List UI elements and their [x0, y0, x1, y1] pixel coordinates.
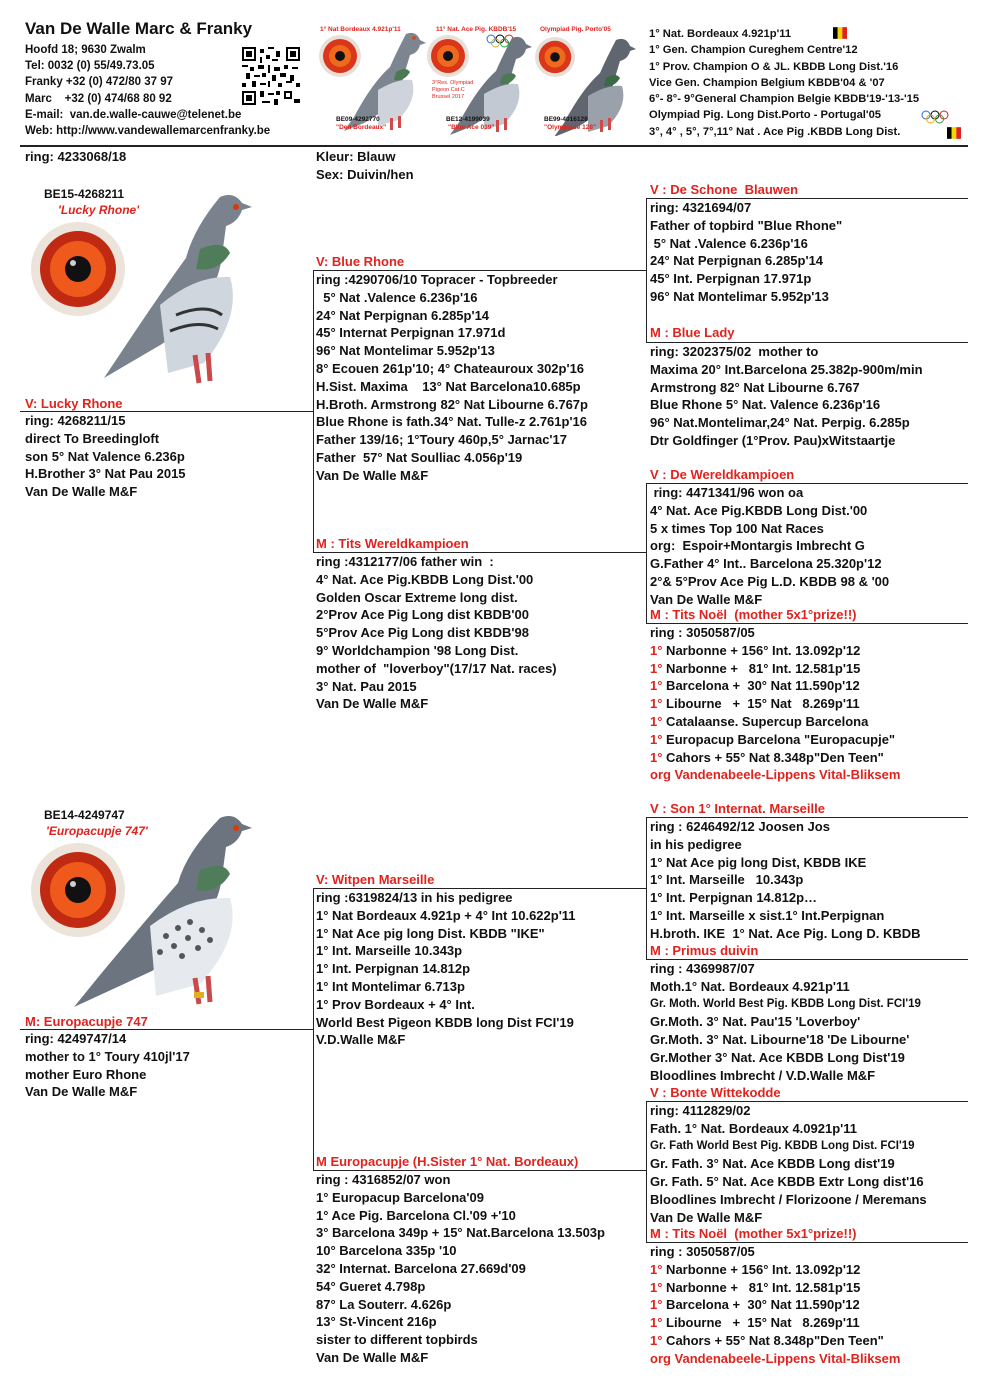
contact-franky: Franky +32 (0) 472/80 37 97 — [25, 76, 174, 89]
ggp-win-line — [650, 1261, 900, 1279]
win-text: Barcelona + 30° Nat 11.590p'12 — [662, 678, 860, 694]
ggp-line: 4° Nat. Ace Pig.KBDB Long Dist.'00 — [650, 502, 868, 518]
subject-ring: ring: 4233068/18 — [25, 149, 127, 164]
gp-line: V.D.Walle M&F — [316, 1032, 406, 1048]
belgian-flag-icon — [833, 27, 847, 39]
qr-code-icon — [242, 47, 300, 105]
subject-sex: Sex: Duivin/hen — [316, 166, 414, 182]
sire-line: H.Brother 3° Nat Pau 2015 — [25, 466, 186, 482]
ggp-line: Gr.Moth. 3° Nat. Pau'15 'Loverboy' — [650, 1014, 861, 1030]
dam-line: mother Euro Rhone — [25, 1066, 147, 1082]
ggp-line: ring: 4321694/07 — [650, 200, 752, 215]
pigeon-icon — [90, 185, 260, 395]
ggp-line: Fath. 1° Nat. Bordeaux 4.0921p'11 — [650, 1120, 857, 1136]
gp-line: ring : 4316852/07 won — [316, 1172, 451, 1187]
gp-line: 1° Int. Marseille 10.343p — [316, 943, 463, 959]
ggp-details — [650, 484, 889, 609]
ggp-line: Gr. Fath. 3° Nat. Ace KBDB Long dist'19 — [650, 1156, 895, 1172]
gp-line: 5° Nat .Valence 6.236p'16 — [316, 289, 478, 305]
ggp-line: 45° Int. Perpignan 17.971p — [650, 271, 812, 287]
gp-line: H.Sist. Maxima 13° Nat Barcelona10.685p — [316, 378, 581, 394]
gp-line: ring :4312177/06 father win : — [316, 554, 494, 569]
ggp-title: M : Primus duivin — [650, 943, 759, 958]
ggp-win-line — [650, 1314, 900, 1332]
dam-line: mother to 1° Toury 410jl'17 — [25, 1048, 190, 1064]
connector-gp1 — [646, 483, 647, 624]
gp-details — [316, 271, 588, 485]
gp-line: Blue Rhone is fath.34° Nat. Tulle-z 2.761p'16 — [316, 414, 588, 430]
ggp-line: ring : 3050587/05 — [650, 625, 755, 640]
win-text: Europacup Barcelona "Europacupje" — [662, 731, 896, 747]
ggp-details — [650, 1243, 900, 1368]
win-rank: 1° — [650, 660, 663, 676]
ggp-win-line — [650, 660, 900, 678]
gp-line: 96° Nat Montelimar 5.952p'13 — [316, 343, 495, 359]
gp-line: 1° Nat Ace pig long Dist. KBDB "IKE" — [316, 925, 545, 941]
gp-title: V: Blue Rhone — [316, 254, 405, 269]
gp-line: Father 139/16; 1°Toury 460p,5° Jarnac'17 — [316, 432, 567, 448]
achievement-item: 1° Nat. Bordeaux 4.921p'11 — [649, 28, 792, 40]
ggp-line: G.Father 4° Int.. Barcelona 25.320p'12 — [650, 556, 882, 572]
gp-line: 8° Ecouen 261p'10; 4° Chateauroux 302p'16 — [316, 360, 585, 376]
win-rank: 1° — [650, 1297, 663, 1313]
ggp-line: Bloodlines Imbrecht / V.D.Walle M&F — [650, 1067, 876, 1083]
ggp-title: V : Bonte Wittekodde — [650, 1085, 781, 1100]
win-text: Catalaanse. Supercup Barcelona — [662, 713, 869, 729]
ggp-line: ring : 3050587/05 — [650, 1244, 755, 1259]
ggp-line: in his pedigree — [650, 836, 742, 852]
ggp-line: Blue Rhone 5° Nat. Valence 6.236p'16 — [650, 397, 881, 413]
ggp-line: ring: 4112829/02 — [650, 1103, 751, 1118]
ggp-line: ring : 4369987/07 — [650, 961, 755, 976]
photo-strip — [318, 20, 638, 142]
dam-line: ring: 4249747/14 — [25, 1031, 127, 1046]
ggp-line: 1° Int. Marseille 10.343p — [650, 872, 804, 888]
sire-line: son 5° Nat Valence 6.236p — [25, 448, 185, 464]
photo-3-ring: BE99-4016128 — [544, 116, 588, 123]
ggp-win-line — [650, 1296, 900, 1314]
ggp-title: M : Blue Lady — [650, 325, 735, 340]
ggp-line: 96° Nat.Montelimar,24° Nat. Perpig. 6.285p — [650, 415, 910, 431]
contact-block — [25, 42, 270, 139]
pigeon-icon — [70, 806, 260, 1016]
win-rank: 1° — [650, 1261, 663, 1277]
ggp-title: M : Tits Noël (mother 5x1°prize!!) — [650, 607, 857, 622]
gp-line: ring :6319824/13 in his pedigree — [316, 890, 513, 905]
ggp-line: 96° Nat Montelimar 5.952p'13 — [650, 288, 829, 304]
gp-details — [316, 889, 576, 1049]
connector-gp2 — [646, 817, 647, 959]
achievements-list — [649, 26, 919, 140]
ggp-details — [650, 343, 923, 450]
olympic-rings-icon — [921, 110, 949, 124]
ggp-line: ring: 4471341/96 won oa — [650, 485, 804, 500]
gp-line: 24° Nat Perpignan 6.285p'14 — [316, 307, 490, 323]
win-rank: 1° — [650, 713, 663, 729]
photo-1-title: 1° Nat Bordeaux 4.921p'11 — [320, 26, 401, 33]
ggp-line: 1° Nat Ace pig long Dist, KBDB IKE — [650, 854, 867, 870]
subject-color: Kleur: Blauw — [316, 149, 396, 164]
win-text: Libourne + 15° Nat 8.269p'11 — [662, 696, 860, 712]
ggp-line: Gr. Fath World Best Pig. KBDB Long Dist. FCI'19 — [650, 1139, 915, 1152]
ggp-win-line — [650, 731, 900, 749]
win-text: Libourne + 15° Nat 8.269p'11 — [662, 1315, 860, 1331]
ggp-line: Moth.1° Nat. Bordeaux 4.921p'11 — [650, 978, 850, 994]
gp-details — [316, 1171, 605, 1367]
ggp-line: Dtr Goldfinger (1°Prov. Pau)xWitstaartje — [650, 432, 896, 448]
ggp-line: H.broth. IKE 1° Nat. Ace Pig. Long D. KBDB — [650, 925, 921, 941]
ggp-line: Van De Walle M&F — [650, 1209, 763, 1225]
header — [0, 0, 990, 148]
win-rank: 1° — [650, 731, 663, 747]
gp-line: Van De Walle M&F — [316, 467, 429, 483]
ggp-details — [650, 624, 900, 784]
achievement-item: 6°- 8°- 9°General Champion Belgie KBDB'19-'13-'15 — [649, 93, 920, 106]
dam-details — [25, 1030, 190, 1101]
win-text: Narbonne + 81° Int. 12.581p'15 — [662, 660, 861, 676]
contact-address: Hoofd 18; 9630 Zwalm — [25, 44, 146, 56]
gp-line: 1° Prov Bordeaux + 4° Int. — [316, 996, 475, 1012]
ggp-line: Armstrong 82° Nat Libourne 6.767 — [650, 379, 860, 395]
gp-line: 3° Nat. Pau 2015 — [316, 678, 417, 694]
photo-3-name: "Olympiade 128" — [544, 124, 597, 131]
achievement-item: 1° Prov. Champion O & JL. KBDB Long Dist.'16 — [649, 60, 899, 73]
win-text: Narbonne + 81° Int. 12.581p'15 — [662, 1279, 861, 1295]
gp-line: 1° Int. Perpignan 14.812p — [316, 961, 471, 977]
gp-line: 87° La Souterr. 4.626p — [316, 1296, 452, 1312]
win-text: Narbonne + 156° Int. 13.092p'12 — [662, 642, 861, 658]
sire-line: Van De Walle M&F — [25, 484, 138, 500]
ggp-line: Gr.Mother 3° Nat. Ace KBDB Long Dist'19 — [650, 1049, 905, 1065]
dam-photo-name: 'Europacupje 747' — [46, 824, 148, 838]
gp-line: 32° Internat. Barcelona 27.669d'09 — [316, 1260, 526, 1276]
dam-photo-ring: BE14-4249747 — [44, 808, 125, 822]
photo-1-ring: BE09-4292770 — [336, 116, 380, 123]
connector-sire — [313, 270, 314, 552]
photo-2-title: 11° Nat. Ace Pig. KBDB'15 — [436, 26, 517, 33]
gp-line: Van De Walle M&F — [316, 1349, 429, 1365]
gp-line: 13° St-Vincent 216p — [316, 1314, 437, 1330]
ggp-title: V : De Schone Blauwen — [650, 182, 799, 197]
win-rank: 1° — [650, 696, 663, 712]
achievement-item: 1° Gen. Champion Cureghem Centre'12 — [649, 44, 858, 57]
ggp-details — [650, 818, 921, 943]
photo-2-note: 3°Res. Olympiad Pigeon Cat.C Brussel 2017 — [432, 80, 474, 100]
gp-line: World Best Pigeon KBDB long Dist FCI'19 — [316, 1014, 574, 1030]
gp-line: mother of "loverboy"(17/17 Nat. races) — [316, 660, 557, 676]
ggp-win-line — [650, 642, 900, 660]
win-rank: 1° — [650, 642, 663, 658]
ggp-line: Gr. Moth. World Best Pig. KBDB Long Dist. FCI'19 — [650, 997, 921, 1010]
gp-title: V: Witpen Marseille — [316, 872, 435, 887]
sire-details — [25, 412, 186, 501]
ggp-title: V : Son 1° Internat. Marseille — [650, 801, 825, 816]
ggp-line: 1° Int. Perpignan 14.812p… — [650, 890, 818, 906]
gp-line: Van De Walle M&F — [316, 696, 429, 712]
dam-line: Van De Walle M&F — [25, 1084, 138, 1100]
win-rank: 1° — [650, 749, 663, 765]
gp-title: M Europacupje (H.Sister 1° Nat. Bordeaux) — [316, 1154, 579, 1169]
dam-title: M: Europacupje 747 — [25, 1014, 148, 1029]
gp-line: Golden Oscar Extreme long dist. — [316, 589, 518, 605]
achievement-item: 3°, 4° , 5°, 7°,11° Nat . Ace Pig .KBDB Long Dist. — [649, 125, 901, 138]
photo-2-ring: BE12-4199039 — [446, 116, 490, 123]
contact-web[interactable]: Web: http://www.vandewallemarcenfranky.be — [25, 125, 271, 138]
ggp-win-line — [650, 1332, 900, 1350]
ggp-line: 5° Nat .Valence 6.236p'16 — [650, 235, 808, 251]
ggp-line: ring : 6246492/12 Joosen Jos — [650, 819, 830, 834]
ggp-details — [650, 1102, 927, 1227]
connector-gp0 — [646, 198, 647, 343]
ggp-win-line — [650, 1279, 900, 1297]
sire-photo-name: 'Lucky Rhone' — [58, 203, 140, 217]
header-divider — [20, 145, 968, 147]
win-rank: 1° — [650, 1279, 663, 1295]
gp-line: Father 57° Nat Soulliac 4.056p'19 — [316, 449, 523, 465]
gp-line: ring :4290706/10 Topracer - Topbreeder — [316, 272, 558, 287]
win-text: Barcelona + 30° Nat 11.590p'12 — [662, 1297, 860, 1313]
photo-2-name: "Blue Ace 039" — [448, 124, 495, 131]
ggp-win-line — [650, 713, 900, 731]
photo-1-name: "Den Bordeaux" — [336, 124, 387, 131]
gp-line: sister to different topbirds — [316, 1332, 478, 1348]
gp-line: H.Broth. Armstrong 82° Nat Libourne 6.767p — [316, 396, 588, 412]
gp-line: 10° Barcelona 335p '10 — [316, 1243, 457, 1259]
gp-line: 2°Prov Ace Pig Long dist KBDB'00 — [316, 607, 529, 623]
ggp-line: 1° Int. Marseille x sist.1° Int.Perpignan — [650, 907, 885, 923]
win-rank: 1° — [650, 678, 663, 694]
gp-line: 3° Barcelona 349p + 15° Nat.Barcelona 13.503p — [316, 1225, 605, 1241]
ggp-line: Gr.Moth. 3° Nat. Libourne'18 'De Libourne' — [650, 1032, 910, 1048]
header-photo-2 — [426, 20, 534, 142]
ggp-win-line — [650, 749, 900, 767]
gp-line: 1° Ace Pig. Barcelona Cl.'09 +'10 — [316, 1207, 516, 1223]
ggp-line: org: Espoir+Montargis Imbrecht G — [650, 538, 865, 554]
win-text: Narbonne + 156° Int. 13.092p'12 — [662, 1261, 861, 1277]
sire-line: ring: 4268211/15 — [25, 413, 126, 428]
ggp-title: M : Tits Noël (mother 5x1°prize!!) — [650, 1226, 857, 1241]
gp-line: 4° Nat. Ace Pig.KBDB Long Dist.'00 — [316, 571, 534, 587]
contact-marc: Marc +32 (0) 474/68 80 92 — [25, 92, 172, 105]
win-rank: 1° — [650, 1315, 663, 1331]
connector-gp3 — [646, 1101, 647, 1242]
gp-line: 1° Int Montelimar 6.713p — [316, 978, 465, 994]
header-photo-1 — [318, 20, 426, 142]
sire-title: V: Lucky Rhone — [25, 396, 123, 411]
achievement-item: Vice Gen. Champion Belgium KBDB'04 & '07 — [649, 76, 885, 89]
ggp-line: 2°& 5°Prov Ace Pig L.D. KBDB 98 & '00 — [650, 573, 890, 589]
gp-line: 45° Internat Perpignan 17.971d — [316, 325, 506, 341]
ggp-line: Father of topbird "Blue Rhone" — [650, 217, 843, 233]
ggp-line: 24° Nat Perpignan 6.285p'14 — [650, 253, 824, 269]
gp-line: 1° Europacup Barcelona'09 — [316, 1189, 484, 1205]
belgian-flag-icon — [947, 127, 961, 139]
ggp-win-line — [650, 677, 900, 695]
ggp-line: Gr. Fath. 5° Nat. Ace KBDB Extr Long dist'16 — [650, 1174, 924, 1190]
ggp-line: 5 x times Top 100 Nat Races — [650, 520, 824, 536]
ggp-details — [650, 199, 842, 306]
win-rank: 1° — [650, 1332, 663, 1348]
sire-line: direct To Breedingloft — [25, 430, 160, 446]
photo-3-title: Olympiad Pig. Porto'05 — [540, 26, 611, 33]
ggp-win-line — [650, 695, 900, 713]
ggp-line: Van De Walle M&F — [650, 591, 763, 607]
subject-info — [316, 148, 414, 184]
gp-title: M : Tits Wereldkampioen — [316, 536, 469, 551]
ggp-line: ring: 3202375/02 mother to — [650, 344, 819, 359]
gp-line: 9° Worldchampion '98 Long Dist. — [316, 642, 519, 658]
header-photo-3 — [534, 20, 638, 142]
gp-details — [316, 553, 557, 713]
ggp-title: V : De Wereldkampioen — [650, 467, 795, 482]
achievement-item: Olympiad Pig. Long Dist.Porto - Portugal'05 — [649, 109, 882, 122]
ggp-line: Maxima 20° Int.Barcelona 25.382p-900m/min — [650, 361, 923, 377]
connector-dam — [313, 888, 314, 1170]
sire-photo-ring: BE15-4268211 — [44, 187, 125, 201]
dam-photo — [30, 806, 280, 1016]
contact-email[interactable]: E-mail: van.de.walle-cauwe@telenet.be — [25, 108, 242, 121]
ggp-details — [650, 960, 921, 1085]
contact-tel: Tel: 0032 (0) 55/49.73.05 — [25, 60, 155, 73]
gp-line: 5°Prov Ace Pig Long dist KBDB'98 — [316, 625, 529, 641]
breeder-name: Van De Walle Marc & Franky — [25, 19, 253, 38]
gp-line: 54° Gueret 4.798p — [316, 1278, 426, 1294]
ggp-line: Bloodlines Imbrecht / Florizoone / Meremans — [650, 1191, 927, 1207]
ggp-org: org Vandenabeele-Lippens Vital-Bliksem — [650, 1350, 901, 1366]
win-text: Cahors + 55° Nat 8.348p"Den Teen" — [662, 1332, 884, 1348]
win-text: Cahors + 55° Nat 8.348p"Den Teen" — [662, 749, 884, 765]
gp-line: 1° Nat Bordeaux 4.921p + 4° Int 10.622p'11 — [316, 907, 576, 923]
sire-photo — [30, 185, 280, 395]
ggp-org: org Vandenabeele-Lippens Vital-Bliksem — [650, 767, 901, 783]
